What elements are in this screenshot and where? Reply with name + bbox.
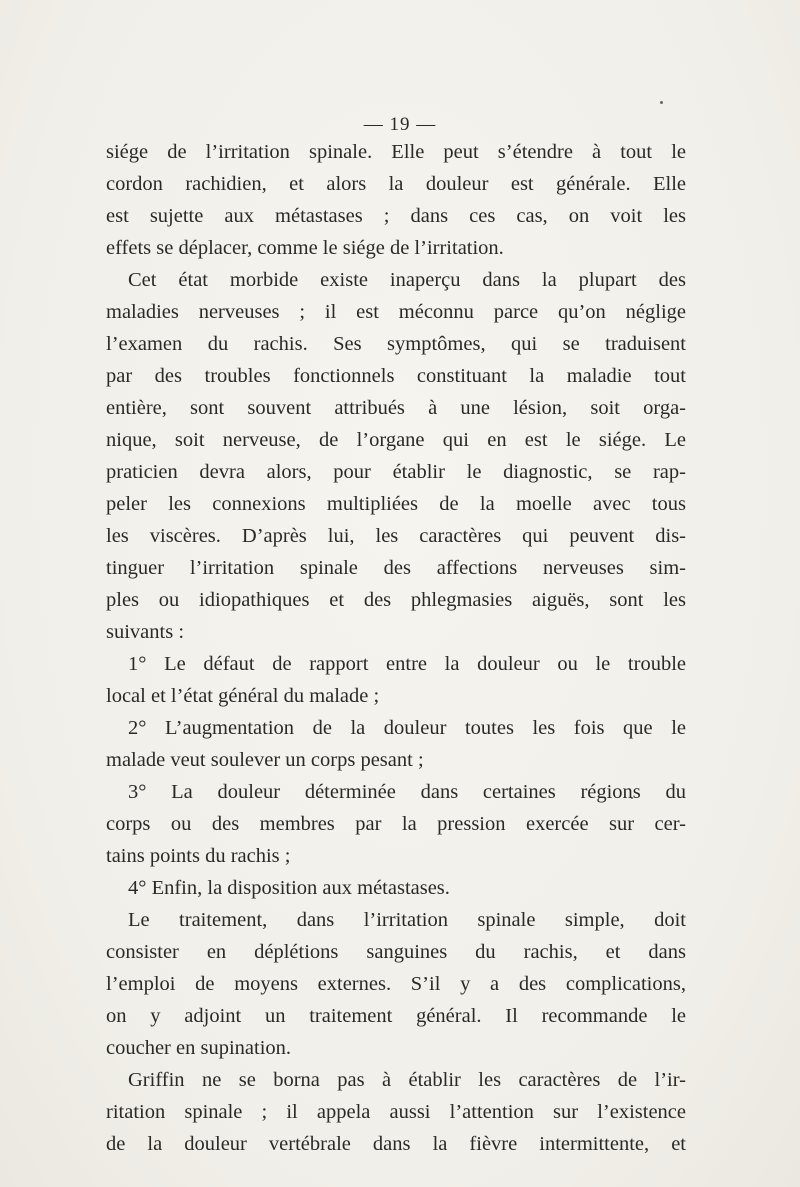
text-line: par des troubles fonctionnels constituant la maladie tout — [106, 365, 686, 387]
text-line: local et l’état général du malade ; — [106, 685, 380, 707]
text-line: corps ou des membres par la pression exercée sur cer- — [106, 813, 686, 835]
text-line: 3° La douleur déterminée dans certaines régions du — [128, 781, 686, 803]
text-line: tains points du rachis ; — [106, 845, 291, 867]
text-line: consister en déplétions sanguines du rachis, et dans — [106, 941, 686, 963]
text-line: 2° L’augmentation de la douleur toutes les fois que le — [128, 717, 686, 739]
page-number: — 19 — — [363, 114, 437, 135]
text-line: l’emploi de moyens externes. S’il y a des complications, — [106, 973, 686, 995]
text-line: Griffin ne se borna pas à établir les caractères de l’ir- — [128, 1069, 686, 1091]
text-line: Cet état morbide existe inaperçu dans la plupart des — [128, 269, 686, 291]
text-line: suivants : — [106, 621, 185, 643]
text-line: ples ou idiopathiques et des phlegmasies aiguës, sont les — [106, 589, 686, 611]
text-line: l’examen du rachis. Ses symptômes, qui se traduisent — [106, 333, 686, 355]
text-line: entière, sont souvent attribués à une lésion, soit orga- — [106, 397, 686, 419]
text-line: 1° Le défaut de rapport entre la douleur ou le trouble — [128, 653, 686, 675]
text-line: peler les connexions multipliées de la moelle avec tous — [106, 493, 686, 515]
text-line: malade veut soulever un corps pesant ; — [106, 749, 424, 771]
ink-speck — [660, 101, 663, 104]
text-line: cordon rachidien, et alors la douleur est générale. Elle — [106, 173, 686, 195]
text-line: siége de l’irritation spinale. Elle peut s’étendre à tout le — [106, 141, 686, 163]
text-line: tinguer l’irritation spinale des affections nerveuses sim- — [106, 557, 686, 579]
text-line: Le traitement, dans l’irritation spinale simple, doit — [128, 909, 686, 931]
text-line: effets se déplacer, comme le siége de l’irritation. — [106, 237, 504, 259]
text-line: coucher en supination. — [106, 1037, 292, 1059]
text-line: les viscères. D’après lui, les caractères qui peuvent dis- — [106, 525, 686, 547]
text-line: maladies nerveuses ; il est méconnu parce qu’on néglige — [106, 301, 686, 323]
text-line: est sujette aux métastases ; dans ces cas, on voit les — [106, 205, 686, 227]
text-line: on y adjoint un traitement général. Il recommande le — [106, 1005, 686, 1027]
text-line: nique, soit nerveuse, de l’organe qui en est le siége. Le — [106, 429, 686, 451]
text-line: de la douleur vertébrale dans la fièvre intermittente, et — [106, 1133, 686, 1155]
text-line: praticien devra alors, pour établir le diagnostic, se rap- — [106, 461, 686, 483]
text-line: 4° Enfin, la disposition aux métastases. — [128, 877, 450, 899]
text-line: ritation spinale ; il appela aussi l’attention sur l’existence — [106, 1101, 686, 1123]
body-text — [106, 136, 686, 1160]
